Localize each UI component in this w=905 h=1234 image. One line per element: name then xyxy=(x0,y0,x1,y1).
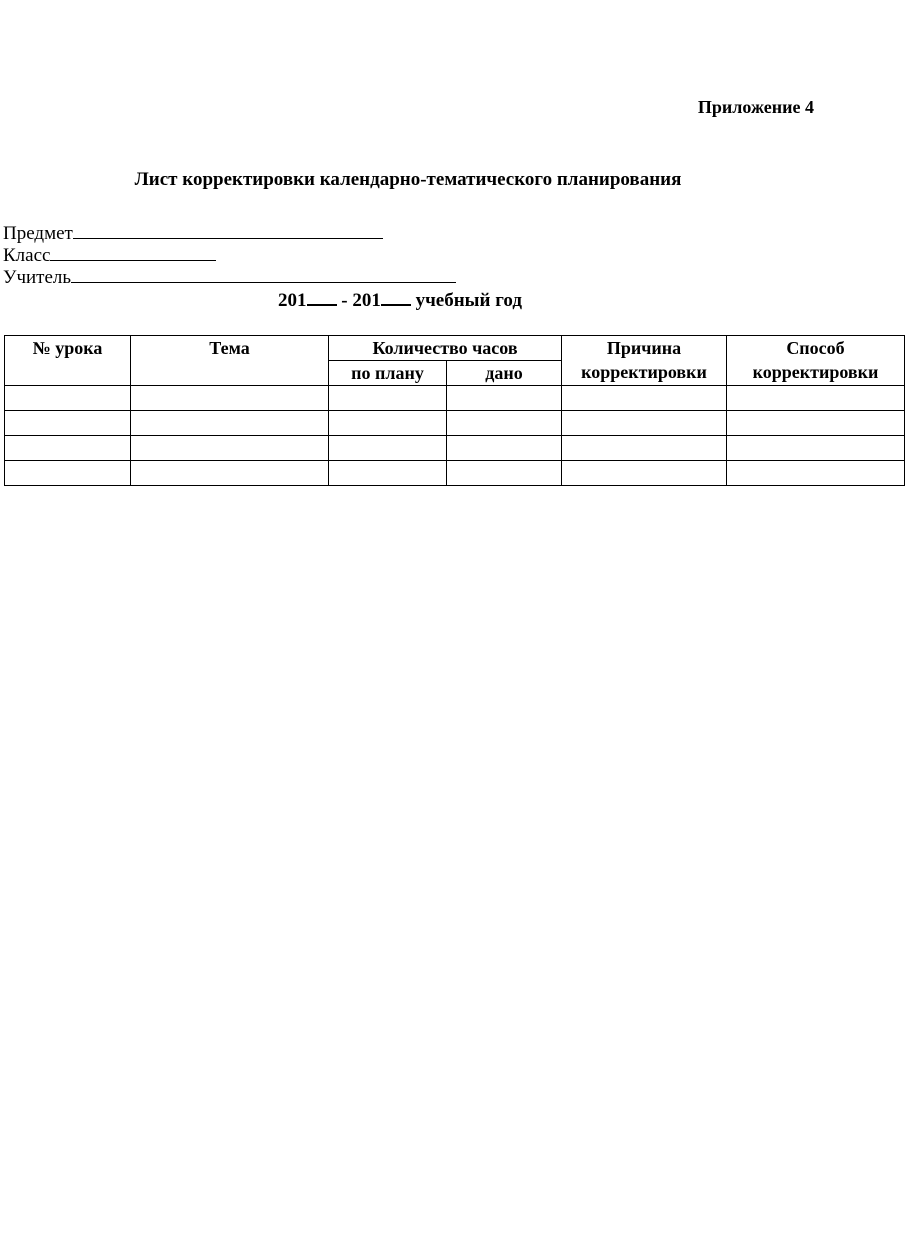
table-cell[interactable] xyxy=(131,411,329,436)
teacher-blank-line xyxy=(71,265,456,283)
header-given: дано xyxy=(447,361,562,386)
year-end: - 201 xyxy=(336,290,381,311)
class-field xyxy=(3,243,216,267)
document-title: Лист корректировки календарно-тематического планирования xyxy=(134,169,682,190)
year-start: 201 xyxy=(278,290,307,311)
table-cell[interactable] xyxy=(447,436,562,461)
year-end-blank xyxy=(381,288,411,306)
class-blank-line xyxy=(50,243,216,261)
table-cell[interactable] xyxy=(131,386,329,411)
header-lesson-number: № урока xyxy=(5,336,131,386)
subject-field xyxy=(3,221,383,245)
header-method-line2: корректировки xyxy=(752,362,879,382)
appendix-label: Приложение 4 xyxy=(697,97,814,117)
table-cell[interactable] xyxy=(131,436,329,461)
table-cell[interactable] xyxy=(329,436,447,461)
table-cell[interactable] xyxy=(131,461,329,486)
table-cell[interactable] xyxy=(5,436,131,461)
table-row xyxy=(5,461,905,486)
header-method xyxy=(727,336,905,386)
subject-label: Предмет xyxy=(3,223,73,244)
table-row xyxy=(5,386,905,411)
table-cell[interactable] xyxy=(447,411,562,436)
table-cell[interactable] xyxy=(727,461,905,486)
table-cell[interactable] xyxy=(329,411,447,436)
header-hours: Количество часов xyxy=(329,336,562,361)
table-cell[interactable] xyxy=(562,386,727,411)
table-cell[interactable] xyxy=(447,386,562,411)
table-cell[interactable] xyxy=(5,411,131,436)
year-start-blank xyxy=(307,288,337,306)
table-cell[interactable] xyxy=(727,411,905,436)
teacher-field xyxy=(3,265,456,289)
table-cell[interactable] xyxy=(5,461,131,486)
table-cell[interactable] xyxy=(329,461,447,486)
table-cell[interactable] xyxy=(562,436,727,461)
class-label: Класс xyxy=(3,245,51,266)
header-planned: по плану xyxy=(329,361,447,386)
header-reason-line1: Причина xyxy=(606,338,682,358)
correction-table xyxy=(4,335,905,486)
table-cell[interactable] xyxy=(329,386,447,411)
year-suffix: учебный год xyxy=(410,290,522,311)
header-method-line1: Способ xyxy=(786,338,845,358)
table-cell[interactable] xyxy=(727,436,905,461)
table-cell[interactable] xyxy=(562,461,727,486)
table-cell[interactable] xyxy=(562,411,727,436)
header-topic: Тема xyxy=(131,336,329,386)
table-cell[interactable] xyxy=(727,386,905,411)
correction-table-container xyxy=(4,335,879,487)
teacher-label: Учитель xyxy=(3,267,72,288)
table-cell[interactable] xyxy=(5,386,131,411)
academic-year xyxy=(278,288,522,312)
table-cell[interactable] xyxy=(447,461,562,486)
subject-blank-line xyxy=(73,221,383,239)
table-row xyxy=(5,436,905,461)
header-reason-line2: корректировки xyxy=(581,362,707,382)
header-reason xyxy=(562,336,727,386)
table-row xyxy=(5,411,905,436)
